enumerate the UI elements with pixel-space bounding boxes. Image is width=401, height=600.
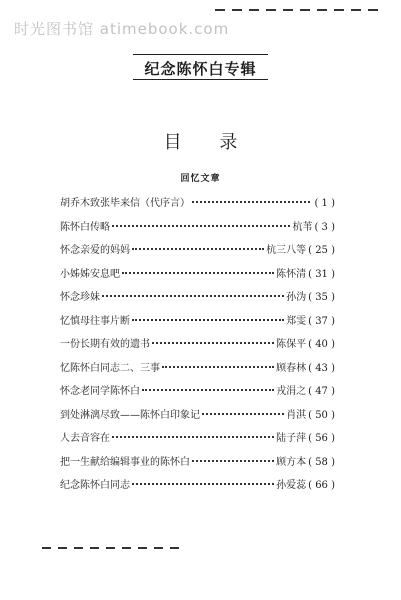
- entry-page-number: ( 3 ): [314, 221, 335, 233]
- entry-page-number: ( 35 ): [308, 292, 335, 303]
- entry-page-number: ( 37 ): [308, 315, 335, 327]
- entry-title: 怀念珍妹: [60, 292, 100, 303]
- dot-leader: [192, 201, 310, 203]
- entry-title: 忆慎母往事片断: [60, 315, 130, 327]
- entry-page-number: ( 31 ): [308, 268, 335, 280]
- entry-author: 陆子萍: [276, 433, 307, 444]
- entry-title: 纪念陈怀白同志: [60, 480, 130, 491]
- dot-leader: [122, 272, 274, 274]
- entry-title: 小姊姊安息吧: [60, 268, 120, 280]
- dot-leader: [132, 483, 274, 485]
- dot-leader: [102, 295, 284, 297]
- toc-entry: [60, 453, 335, 477]
- toc-entry: [60, 265, 335, 289]
- entry-author: 顾春林: [276, 362, 307, 374]
- entry-title: 一份长期有效的遗书: [60, 339, 150, 350]
- entry-page-number: ( 47 ): [308, 386, 335, 397]
- entry-page-number: ( 56 ): [308, 433, 335, 444]
- entry-page-number: ( 58 ): [308, 456, 335, 468]
- special-issue-title: 纪念陈怀白专辑: [144, 60, 257, 78]
- entry-title: 到处淋漓尽致——陈怀白印象记: [60, 409, 200, 421]
- toc-entry: [60, 335, 335, 359]
- entry-page-number: ( 1 ): [314, 198, 335, 209]
- entry-author: 肖淇: [286, 409, 307, 421]
- entry-author: 戎涓之: [276, 386, 307, 397]
- entry-title: 把一生献给编辑事业的陈怀白: [60, 456, 190, 468]
- dot-leader: [132, 319, 284, 321]
- entry-title: 胡乔木致张毕来信（代序言）: [60, 198, 190, 209]
- entry-page-number: ( 43 ): [308, 362, 335, 374]
- top-dashed-rule: [215, 9, 385, 11]
- dot-leader: [142, 389, 274, 391]
- dot-leader: [192, 460, 274, 462]
- entry-title: 怀念老同学陈怀白: [60, 386, 140, 397]
- dot-leader: [132, 248, 264, 250]
- entry-title: 人去音容在: [60, 433, 110, 444]
- entry-title: 陈怀白传略: [60, 221, 110, 233]
- toc-entry: [60, 359, 335, 383]
- entry-author: 孙爱蕊: [276, 480, 307, 491]
- entry-author: 郑雯: [286, 315, 307, 327]
- dot-leader: [162, 366, 274, 368]
- entry-page-number: ( 50 ): [308, 409, 335, 421]
- entry-author: 陈保平: [276, 339, 307, 350]
- title-top-rule: [133, 54, 268, 55]
- entry-page-number: ( 40 ): [308, 339, 335, 350]
- entry-title: 怀念亲爱的妈妈: [60, 245, 130, 256]
- title-bottom-rule: [133, 79, 268, 80]
- toc-entry: [60, 429, 335, 453]
- watermark: 时光图书馆 atimebook.com: [14, 20, 230, 38]
- bottom-dashed-rule: [42, 547, 182, 549]
- toc-entry: [60, 194, 335, 218]
- section-heading: 回忆文章: [180, 174, 221, 184]
- toc-entry: [60, 241, 335, 265]
- entry-author: 顾方本: [276, 456, 307, 468]
- entry-page-number: ( 66 ): [308, 480, 335, 491]
- toc-entry: [60, 406, 335, 430]
- toc-list: [60, 194, 335, 500]
- dot-leader: [112, 436, 274, 438]
- dot-leader: [112, 225, 290, 227]
- dot-leader: [202, 413, 284, 415]
- entry-author: 杭三八等: [266, 245, 307, 256]
- toc-entry: [60, 382, 335, 406]
- toc-entry: [60, 476, 335, 500]
- toc-entry: [60, 312, 335, 336]
- entry-title: 忆陈怀白同志二、三事: [60, 362, 160, 374]
- entry-page-number: ( 25 ): [308, 245, 335, 256]
- toc-entry: [60, 218, 335, 242]
- entry-author: 陈怀清: [276, 268, 307, 280]
- entry-author: 杭苇: [292, 221, 313, 233]
- entry-author: 孙沩: [286, 292, 307, 303]
- toc-entry: [60, 288, 335, 312]
- toc-heading: 目 录: [163, 132, 254, 153]
- dot-leader: [152, 342, 274, 344]
